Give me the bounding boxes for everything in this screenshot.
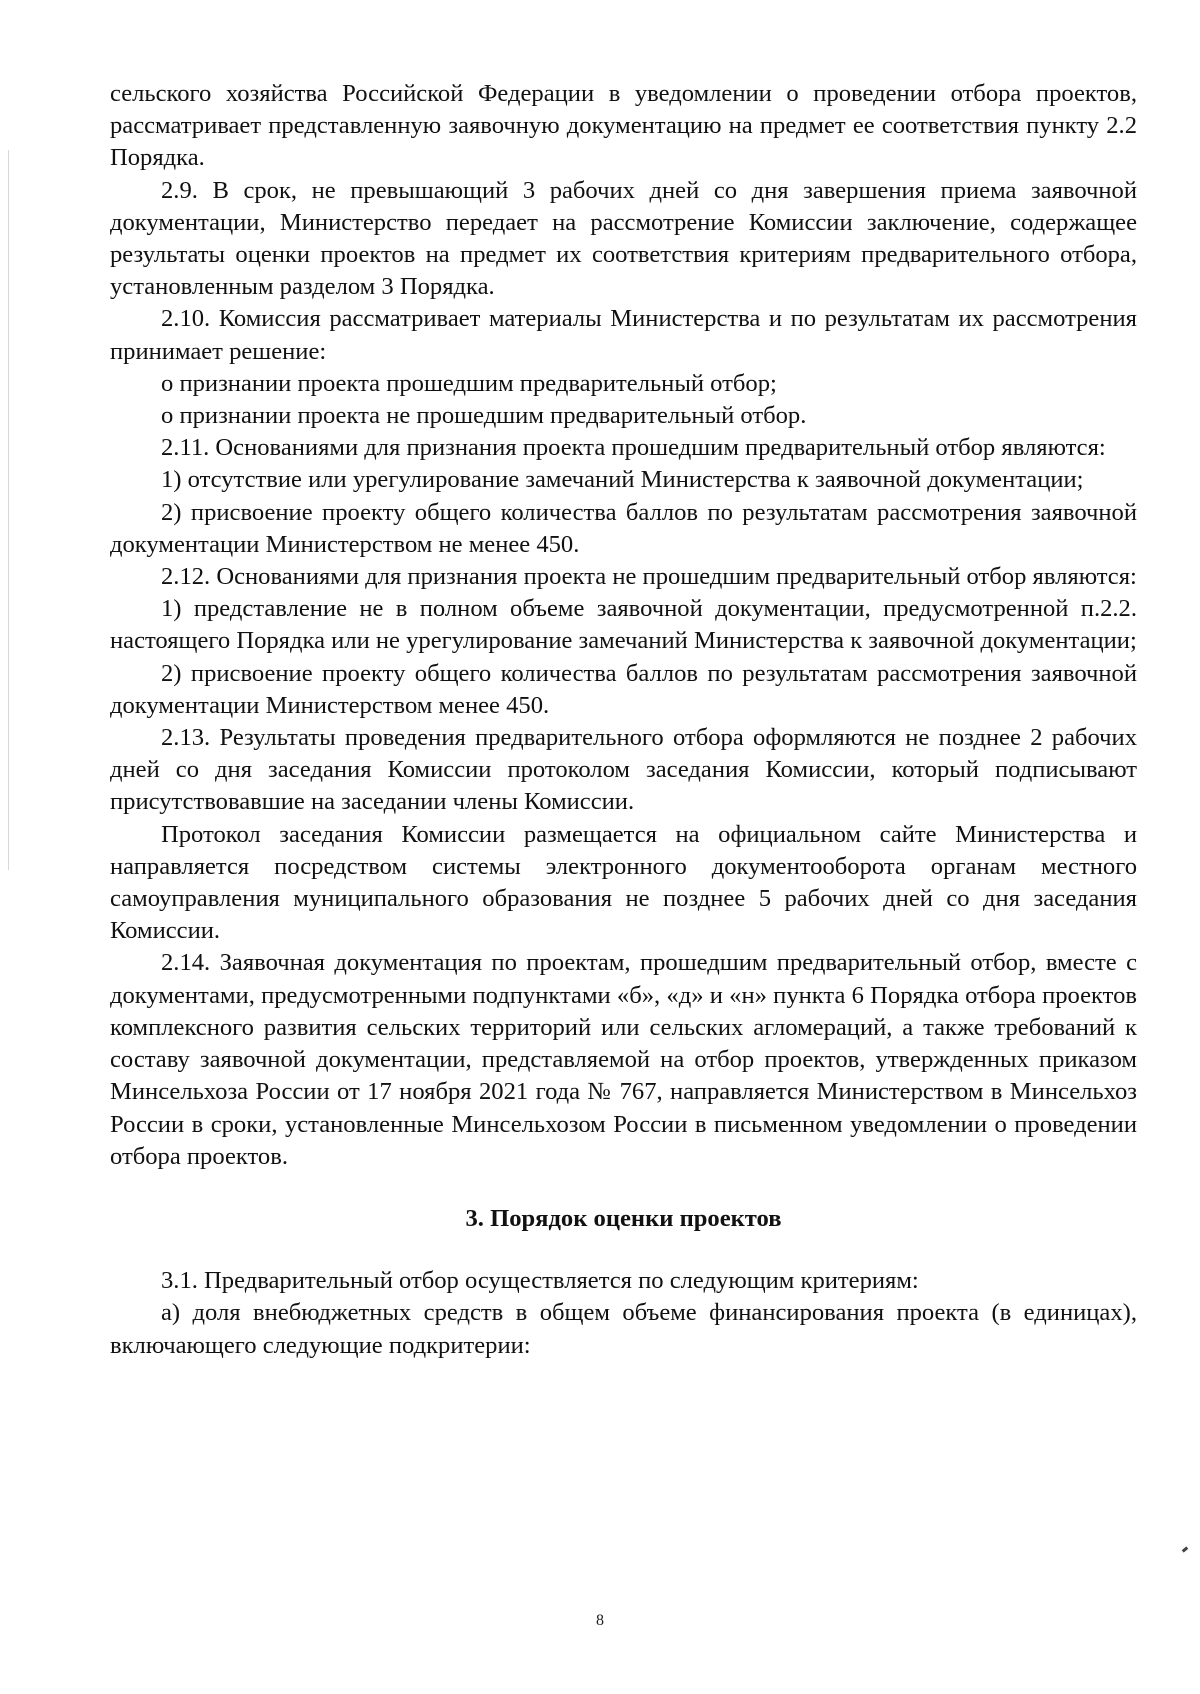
paragraph-2-12-item-1: 1) представление не в полном объеме заявочной документации, предусмотренной п.2.2. настоящего Порядка или не урегулирование замечаний Министерства к заявочной документации; bbox=[110, 595, 1137, 655]
decision-option-passed: о признании проекта прошедшим предварительный отбор; bbox=[161, 369, 777, 397]
paragraph-2-10: 2.10. Комиссия рассматривает материалы Министерства и по результатам их рассмотрения принимает решение: bbox=[110, 305, 1137, 365]
page-number: 8 bbox=[596, 1612, 604, 1629]
scan-edge-line bbox=[8, 150, 9, 870]
paragraph-2-14: 2.14. Заявочная документация по проектам, прошедшим предварительный отбор, вместе с документами, предусмотренными подпунктами «б», «д» и «н» пункта 6 Порядка отбора проектов комплексного развития сельских территорий или сельских агломераций, а также требований к составу заявочной документации, представляемой на отбор проектов, утвержденных приказом Минсельхоза России от 17 ноября 2021 года № 767, направляется Министерством в Минсельхоз России в сроки, установленные Минсельхозом России в письменном уведомлении о проведении отбора проектов. bbox=[110, 949, 1137, 1170]
paragraph-2-11-item-2: 2) присвоение проекту общего количества баллов по результатам рассмотрения заявочной документации Министерством не менее 450. bbox=[110, 498, 1137, 558]
paragraph-3-1: 3.1. Предварительный отбор осуществляется по следующим критериям: bbox=[161, 1267, 919, 1295]
paragraph-continuation: сельского хозяйства Российской Федерации в уведомлении о проведении отбора проектов, рассматривает представленную заявочную документацию на предмет ее соответствия пункту 2.2 Порядка. bbox=[110, 80, 1137, 172]
paragraph-2-11-item-1: 1) отсутствие или урегулирование замечаний Министерства к заявочной документации; bbox=[161, 466, 1084, 494]
decision-option-not-passed: о признании проекта не прошедшим предварительный отбор. bbox=[161, 402, 807, 430]
document-body bbox=[110, 78, 1137, 1362]
paragraph-2-12: 2.12. Основаниями для признания проекта не прошедшим предварительный отбор являются: bbox=[161, 563, 1137, 591]
paragraph-2-11: 2.11. Основаниями для признания проекта прошедшим предварительный отбор являются: bbox=[161, 434, 1106, 462]
criterion-a: а) доля внебюджетных средств в общем объеме финансирования проекта (в единицах), включающего следующие подкритерии: bbox=[110, 1299, 1137, 1359]
paragraph-2-9: 2.9. В срок, не превышающий 3 рабочих дней со дня завершения приема заявочной документации, Министерство передает на рассмотрение Комиссии заключение, содержащее результаты оценки проектов на предмет их соответствия критериям предварительного отбора, установленным разделом 3 Порядка. bbox=[110, 176, 1137, 301]
paragraph-2-13: 2.13. Результаты проведения предварительного отбора оформляются не позднее 2 рабочих дней со дня заседания Комиссии протоколом заседания Комиссии, который подписывают присутствовавшие на заседании члены Комиссии. bbox=[110, 724, 1137, 816]
paragraph-2-12-item-2: 2) присвоение проекту общего количества баллов по результатам рассмотрения заявочной документации Министерством менее 450. bbox=[110, 659, 1137, 719]
scan-mark bbox=[1182, 1546, 1189, 1552]
paragraph-protocol: Протокол заседания Комиссии размещается на официальном сайте Министерства и направляется посредством системы электронного документооборота органам местного самоуправления муниципального образования не позднее 5 рабочих дней со дня заседания Комиссии. bbox=[110, 820, 1137, 945]
section-title: 3. Порядок оценки проектов bbox=[465, 1204, 782, 1232]
